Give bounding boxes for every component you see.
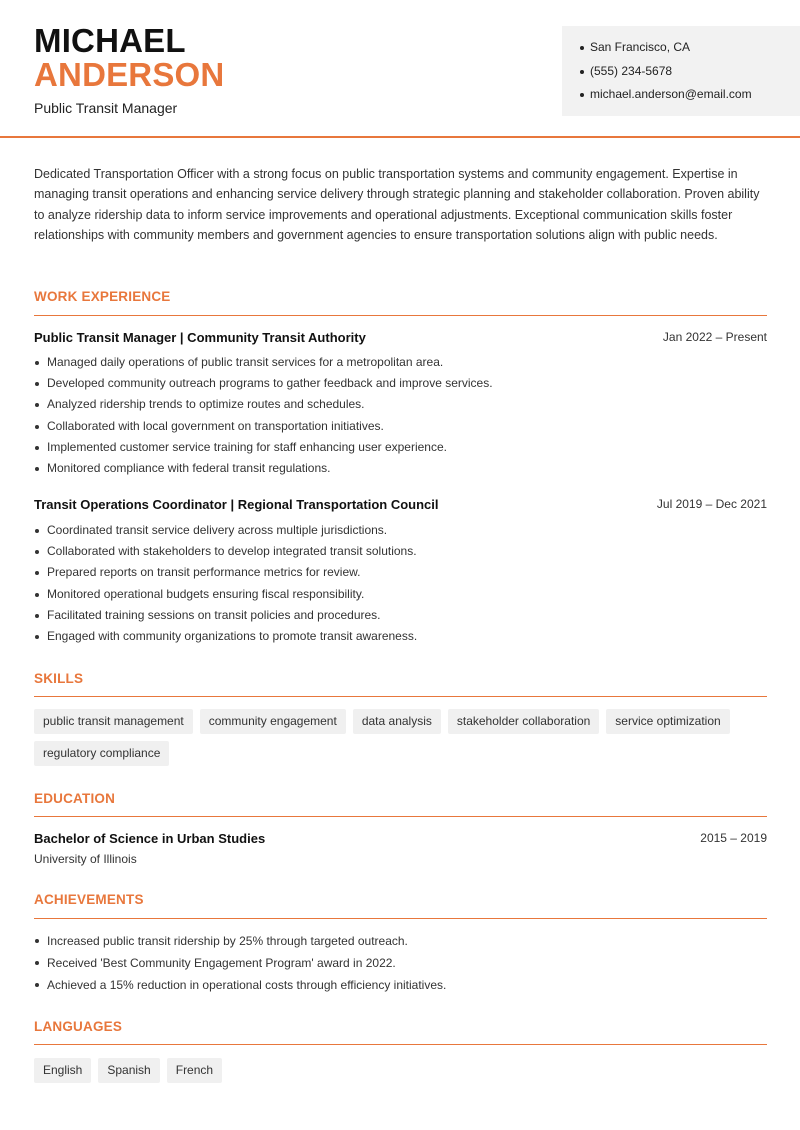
- summary-paragraph: Dedicated Transportation Officer with a strong focus on public transportation systems and community engagement. Expertise in managing transit operations and enhancing service delivery through strategic planning and stakeholder collaboration. Proven ability to analyze ridership data to inform service improvements and operational adjustments. Exceptional communication skills foster relationships with community members and government agencies to ensure transportation solutions align with public needs.: [34, 167, 760, 242]
- section-title-skills: SKILLS: [34, 671, 84, 686]
- skill-chip: data analysis: [353, 709, 441, 734]
- job-dates: Jan 2022 – Present: [662, 330, 767, 344]
- skill-chip: public transit management: [34, 709, 193, 734]
- list-item: Managed daily operations of public transit services for a metropolitan area.: [34, 352, 767, 373]
- skill-chip: community engagement: [200, 709, 346, 734]
- achievements-list: [34, 930, 767, 996]
- job-role: Transit Operations Coordinator | Regional Transportation Council: [34, 497, 439, 512]
- section-title-work: WORK EXPERIENCE: [34, 289, 171, 304]
- contact-phone: (555) 234-5678: [580, 60, 800, 84]
- resume-header: [0, 0, 800, 138]
- skills-list: [34, 709, 767, 766]
- section-title-languages: LANGUAGES: [34, 1019, 123, 1034]
- list-item: Prepared reports on transit performance metrics for review.: [34, 562, 767, 583]
- last-name: ANDERSON: [34, 56, 225, 93]
- section-title-achievements: ACHIEVEMENTS: [34, 892, 144, 907]
- job-header: [34, 330, 767, 348]
- job-header: [34, 497, 767, 515]
- job-dates: Jul 2019 – Dec 2021: [656, 497, 767, 511]
- education-dates: 2015 – 2019: [700, 831, 767, 845]
- language-chip: French: [167, 1058, 222, 1083]
- section-divider: [34, 696, 767, 697]
- degree: Bachelor of Science in Urban Studies: [34, 831, 266, 846]
- language-chip: English: [34, 1058, 91, 1083]
- contact-email: michael.anderson@email.com: [580, 83, 800, 107]
- first-name: MICHAEL: [34, 22, 186, 59]
- section-divider: [34, 315, 767, 316]
- job-bullets: [34, 352, 767, 479]
- job-role: Public Transit Manager | Community Transit Authority: [34, 330, 366, 345]
- list-item: Developed community outreach programs to gather feedback and improve services.: [34, 373, 767, 394]
- list-item: Increased public transit ridership by 25% through targeted outreach.: [34, 930, 767, 952]
- list-item: Received 'Best Community Engagement Program' award in 2022.: [34, 952, 767, 974]
- list-item: Collaborated with stakeholders to develop integrated transit solutions.: [34, 541, 767, 562]
- section-divider: [34, 1044, 767, 1045]
- section-title-education: EDUCATION: [34, 791, 116, 806]
- list-item: Collaborated with local government on transportation initiatives.: [34, 416, 767, 437]
- list-item: Coordinated transit service delivery across multiple jurisdictions.: [34, 520, 767, 541]
- skill-chip: regulatory compliance: [34, 741, 169, 766]
- list-item: Implemented customer service training for staff enhancing user experience.: [34, 437, 767, 458]
- list-item: Facilitated training sessions on transit policies and procedures.: [34, 605, 767, 626]
- language-chip: Spanish: [98, 1058, 159, 1083]
- skill-chip: service optimization: [606, 709, 729, 734]
- education-header: [34, 831, 767, 849]
- list-item: Analyzed ridership trends to optimize routes and schedules.: [34, 394, 767, 415]
- contact-box: [562, 26, 800, 116]
- languages-list: [34, 1058, 767, 1083]
- list-item: Engaged with community organizations to promote transit awareness.: [34, 626, 767, 647]
- job-title: Public Transit Manager: [34, 100, 178, 116]
- section-divider: [34, 918, 767, 919]
- school-name: University of Illinois: [34, 852, 137, 866]
- job-bullets: [34, 520, 767, 647]
- skill-chip: stakeholder collaboration: [448, 709, 599, 734]
- contact-location: San Francisco, CA: [580, 36, 800, 60]
- list-item: Monitored operational budgets ensuring fiscal responsibility.: [34, 584, 767, 605]
- list-item: Achieved a 15% reduction in operational costs through efficiency initiatives.: [34, 974, 767, 996]
- section-divider: [34, 816, 767, 817]
- list-item: Monitored compliance with federal transit regulations.: [34, 458, 767, 479]
- contact-list: [580, 36, 800, 107]
